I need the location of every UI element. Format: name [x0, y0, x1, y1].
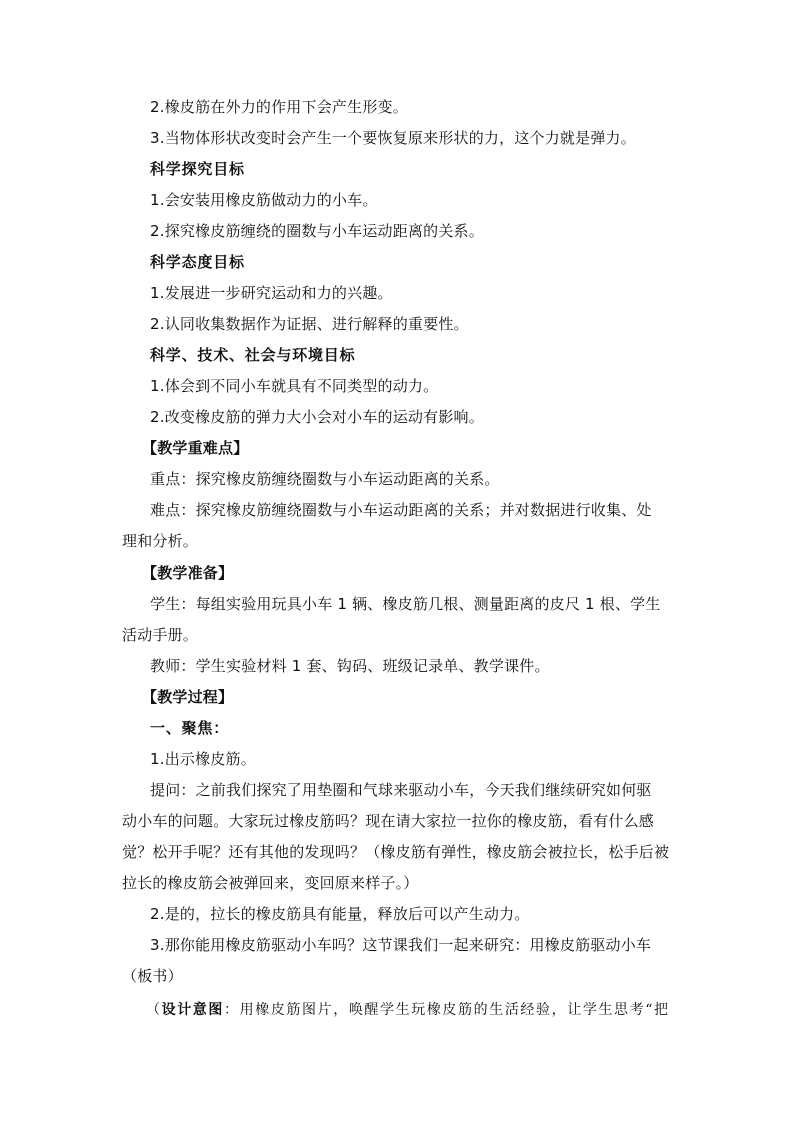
section-heading: 【教学过程】: [142, 688, 234, 706]
body-line: 活动手册。: [122, 626, 199, 644]
objective-line: 2.认同收集数据作为证据、进行解释的重要性。: [150, 315, 469, 333]
body-line: 3.那你能用橡皮筋驱动小车吗？这节课我们一起来研究：用橡皮筋驱动小车: [150, 936, 652, 954]
body-line: 教师：学生实验材料 1 套、钩码、班级记录单、教学课件。: [150, 657, 550, 675]
section-heading: 【教学准备】: [142, 564, 234, 582]
body-line: （板书）: [122, 967, 183, 985]
body-line: 理和分析。: [122, 532, 199, 550]
body-line: 1.出示橡皮筋。: [150, 750, 256, 768]
note-text: ：用橡皮筋图片，唤醒学生玩橡皮筋的生活经验，让学生思考“把: [224, 1002, 670, 1018]
body-line: 学生：每组实验用玩具小车 1 辆、橡皮筋几根、测量距离的皮尺 1 根、学生: [150, 595, 661, 613]
objective-line: 2.橡皮筋在外力的作用下会产生形变。: [150, 98, 408, 116]
body-line: 动小车的问题。大家玩过橡皮筋吗？现在请大家拉一拉你的橡皮筋，看有什么感: [122, 812, 655, 830]
subsection-heading: 一、聚焦：: [150, 719, 230, 737]
objective-line: 3.当物体形状改变时会产生一个要恢复原来形状的力，这个力就是弹力。: [150, 129, 636, 147]
body-line: 提问：之前我们探究了用垫圈和气球来驱动小车，今天我们继续研究如何驱: [150, 781, 652, 799]
note-label: 设计意图: [161, 1002, 225, 1018]
objective-line: 1.发展进一步研究运动和力的兴趣。: [150, 284, 393, 302]
note-open-paren: （: [146, 1002, 162, 1018]
section-heading: 科学态度目标: [150, 253, 245, 271]
objective-line: 1.会安装用橡皮筋做动力的小车。: [150, 191, 378, 209]
design-intent-note: [146, 1000, 670, 1020]
body-line: 难点：探究橡皮筋缠绕圈数与小车运动距离的关系；并对数据进行收集、处: [150, 501, 652, 519]
body-line: 2.是的，拉长的橡皮筋具有能量，释放后可以产生动力。: [150, 905, 530, 923]
section-heading: 【教学重难点】: [142, 439, 249, 457]
objective-line: 1.体会到不同小车就具有不同类型的动力。: [150, 377, 439, 395]
objective-line: 2.探究橡皮筋缠绕的圈数与小车运动距离的关系。: [150, 222, 484, 240]
section-heading: 科学探究目标: [150, 160, 245, 178]
body-line: 拉长的橡皮筋会被弹回来，变回原来样子。）: [122, 874, 419, 892]
body-line: 重点：探究橡皮筋缠绕圈数与小车运动距离的关系。: [150, 470, 500, 488]
body-line: 觉？松开手呢？还有其他的发现吗？（橡皮筋有弹性，橡皮筋会被拉长，松手后被: [122, 843, 670, 861]
section-heading: 科学、技术、社会与环境目标: [150, 346, 356, 364]
objective-line: 2.改变橡皮筋的弹力大小会对小车的运动有影响。: [150, 408, 484, 426]
